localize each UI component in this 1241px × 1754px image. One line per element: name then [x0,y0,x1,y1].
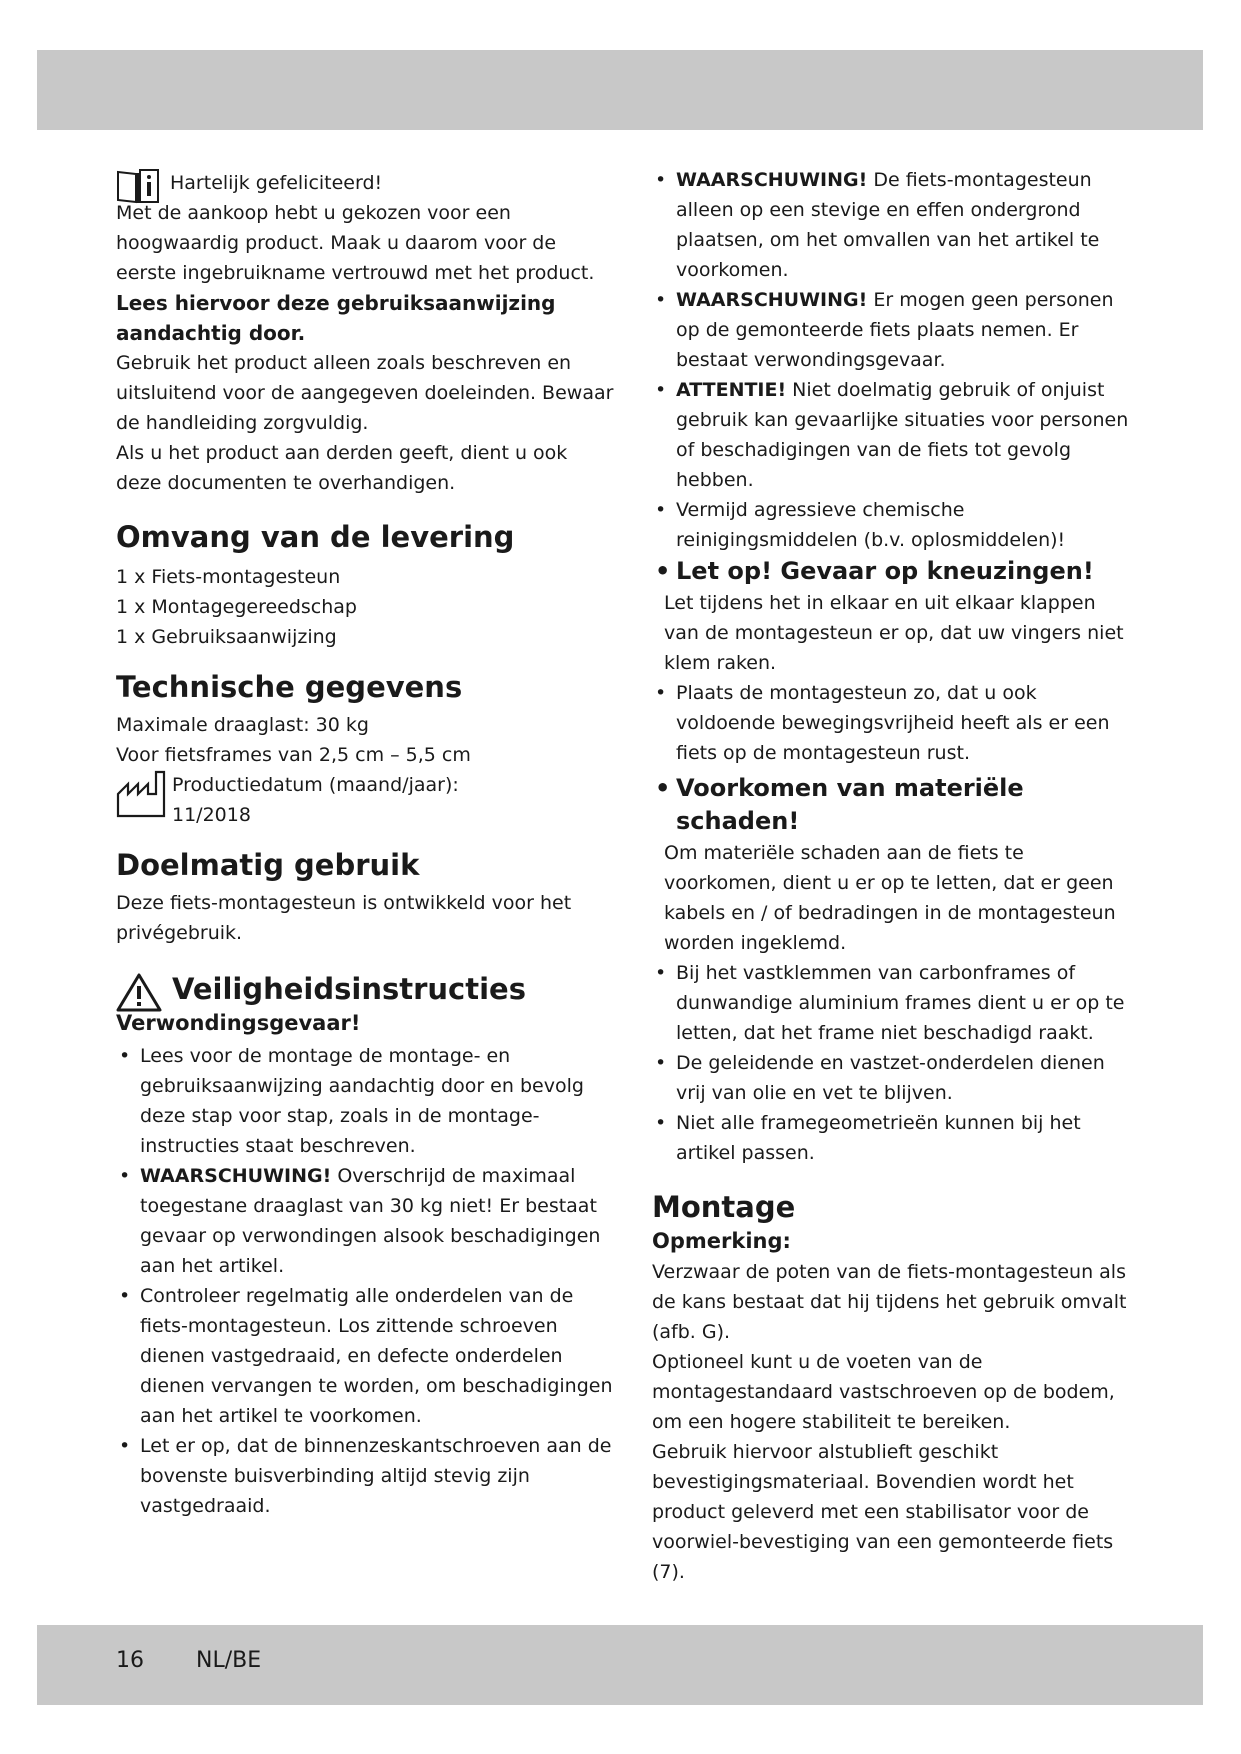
delivery-item: 1 x Montagegereedschap [116,596,357,618]
list-item: • Bij het vastklemmen van carbonframes of dunwandige aluminium frames dient u er op te letten, dat het frame niet beschadigd raakt. [652,958,1132,1048]
item-text: Er mogen geen personen op de gemonteerde fiets plaats nemen. Er bestaat verwondingsgevaar. [676,289,1114,371]
montage-heading: Montage [652,1190,796,1224]
damage-text: Om materiële schaden aan de fiets te voorkomen, dient u er op te letten, dat er geen kabels en / of bedradingen in de montagesteun worden ingeklemd. [664,842,1116,954]
intro-paragraph-2: Gebruik het product alleen zoals beschreven en uitsluitend voor de aangegeven doeleinden. Bewaar de handleiding zorgvuldig. [116,352,614,434]
technical-frames: Voor fietsframes van 2,5 cm – 5,5 cm [116,744,471,766]
production-label: Productiedatum (maand/jaar): [172,774,459,796]
greeting-text: Hartelijk gefeliciteerd! [170,172,383,194]
safety-list-left [116,1041,616,1521]
montage-paragraph-1: Verzwaar de poten van de fiets-montagesteun als de kans bestaat dat hij tijdens het gebruik omvalt (afb. G). [652,1261,1127,1343]
intro-bold-note: Lees hiervoor deze gebruiksaanwijzing aandachtig door. [116,291,556,345]
intended-use-heading: Doelmatig gebruik [116,848,420,882]
header-band [37,50,1203,130]
technical-max-load: Maximale draaglast: 30 kg [116,714,369,736]
factory-icon [116,770,168,820]
production-date-block [116,770,616,830]
item-text: Niet doelmatig gebruik of onjuist gebruik kan gevaarlijke situaties voor personen of beschadigingen van de fiets tot gevolg hebben. [676,379,1129,491]
page-number: 16 [116,1648,144,1673]
item-text: De fiets-montagesteun alleen op een stevige en effen ondergrond plaatsen, om het omvallen van het artikel te voorkomen. [676,169,1100,281]
item-lead: WAARSCHUWING! [676,169,868,191]
info-book-icon [116,168,160,204]
list-item [116,1431,616,1521]
safety-subheading: Verwondingsgevaar! [116,1011,361,1035]
item-text: Lees voor de montage de montage- en gebruiksaanwijzing aandachtig door en bevolg deze stap voor stap, zoals in de montage-instructies staat beschreven. [140,1045,584,1157]
technical-heading: Technische gegevens [116,670,463,704]
safety-heading [116,970,616,1008]
list-item: • Niet alle framegeometrieën kunnen bij het artikel passen. [652,1108,1132,1168]
delivery-list [116,562,616,652]
item-text: Let er op, dat de binnenzeskantschroeven aan de bovenste buisverbinding altijd stevig zijn vastgedraaid. [140,1435,612,1517]
safety-list-right [652,165,1132,588]
item-text: Vermijd agressieve chemische reinigingsmiddelen (b.v. oplosmiddelen)! [676,499,1066,551]
list-item [116,1281,616,1431]
delivery-item: 1 x Gebruiksaanwijzing [116,626,337,648]
damage-list [652,958,1132,1168]
item-lead: WAARSCHUWING! [140,1165,332,1187]
production-date: 11/2018 [172,804,251,826]
intended-use-text: Deze fiets-montagesteun is ontwikkeld voor het privégebruik. [116,892,572,944]
list-item [116,1041,616,1161]
list-item [652,375,1132,495]
intro-paragraph-1: Met de aankoop hebt u gekozen voor een hoogwaardig product. Maak u daarom voor de eerste ingebruikname vertrouwd met het product. [116,202,595,284]
damage-heading: • Voorkomen van materiële schaden! [652,772,1132,838]
montage-note-label: Opmerking: [652,1229,791,1253]
list-item [652,165,1132,285]
montage-paragraph-2: Optioneel kunt u de voeten van de montagestandaard vastschroeven op de bodem, om een hogere stabiliteit te bereiken. [652,1351,1115,1433]
list-item [116,1161,616,1281]
warning-triangle-icon [116,972,162,1012]
montage-paragraph-3: Gebruik hiervoor alstublieft geschikt bevestigingsmateriaal. Bovendien wordt het product geleverd met een stabilisator voor de voorwiel-bevestiging van een gemonteerde fiets (7). [652,1441,1114,1583]
right-column [652,165,1132,1587]
left-column [116,168,616,1521]
list-item: • Plaats de montagesteun zo, dat u ook voldoende bewegingsvrijheid heeft als er een fiets op de montagesteun rust. [652,678,1132,768]
list-item [652,285,1132,375]
item-text: Overschrijd de maximaal toegestane draaglast van 30 kg niet! Er bestaat gevaar op verwondingen alsook beschadigingen aan het artikel. [140,1165,601,1277]
language-code: NL/BE [196,1648,262,1673]
delivery-item: 1 x Fiets-montagesteun [116,566,341,588]
pinch-heading: • Let op! Gevaar op kneuzingen! [652,555,1132,588]
item-text: Controleer regelmatig alle onderdelen van de fiets-montagesteun. Los zittende schroeven dienen vastgedraaid, en defecte onderdelen dienen vervangen te worden, om beschadigingen aan het artikel te voorkomen. [140,1285,613,1427]
pinch-list [652,678,1132,838]
item-lead: WAARSCHUWING! [676,289,868,311]
list-item [652,495,1132,555]
intro-paragraph-3: Als u het product aan derden geeft, dient u ook deze documenten te overhandigen. [116,442,568,494]
list-item: • De geleidende en vastzet-onderdelen dienen vrij van olie en vet te blijven. [652,1048,1132,1108]
intro-greeting [116,168,616,198]
delivery-heading: Omvang van de levering [116,520,515,554]
pinch-text: Let tijdens het in elkaar en uit elkaar klappen van de montagesteun er op, dat uw vingers niet klem raken. [664,592,1124,674]
item-lead: ATTENTIE! [676,379,787,401]
safety-heading-text: Veiligheidsinstructies [172,972,526,1006]
